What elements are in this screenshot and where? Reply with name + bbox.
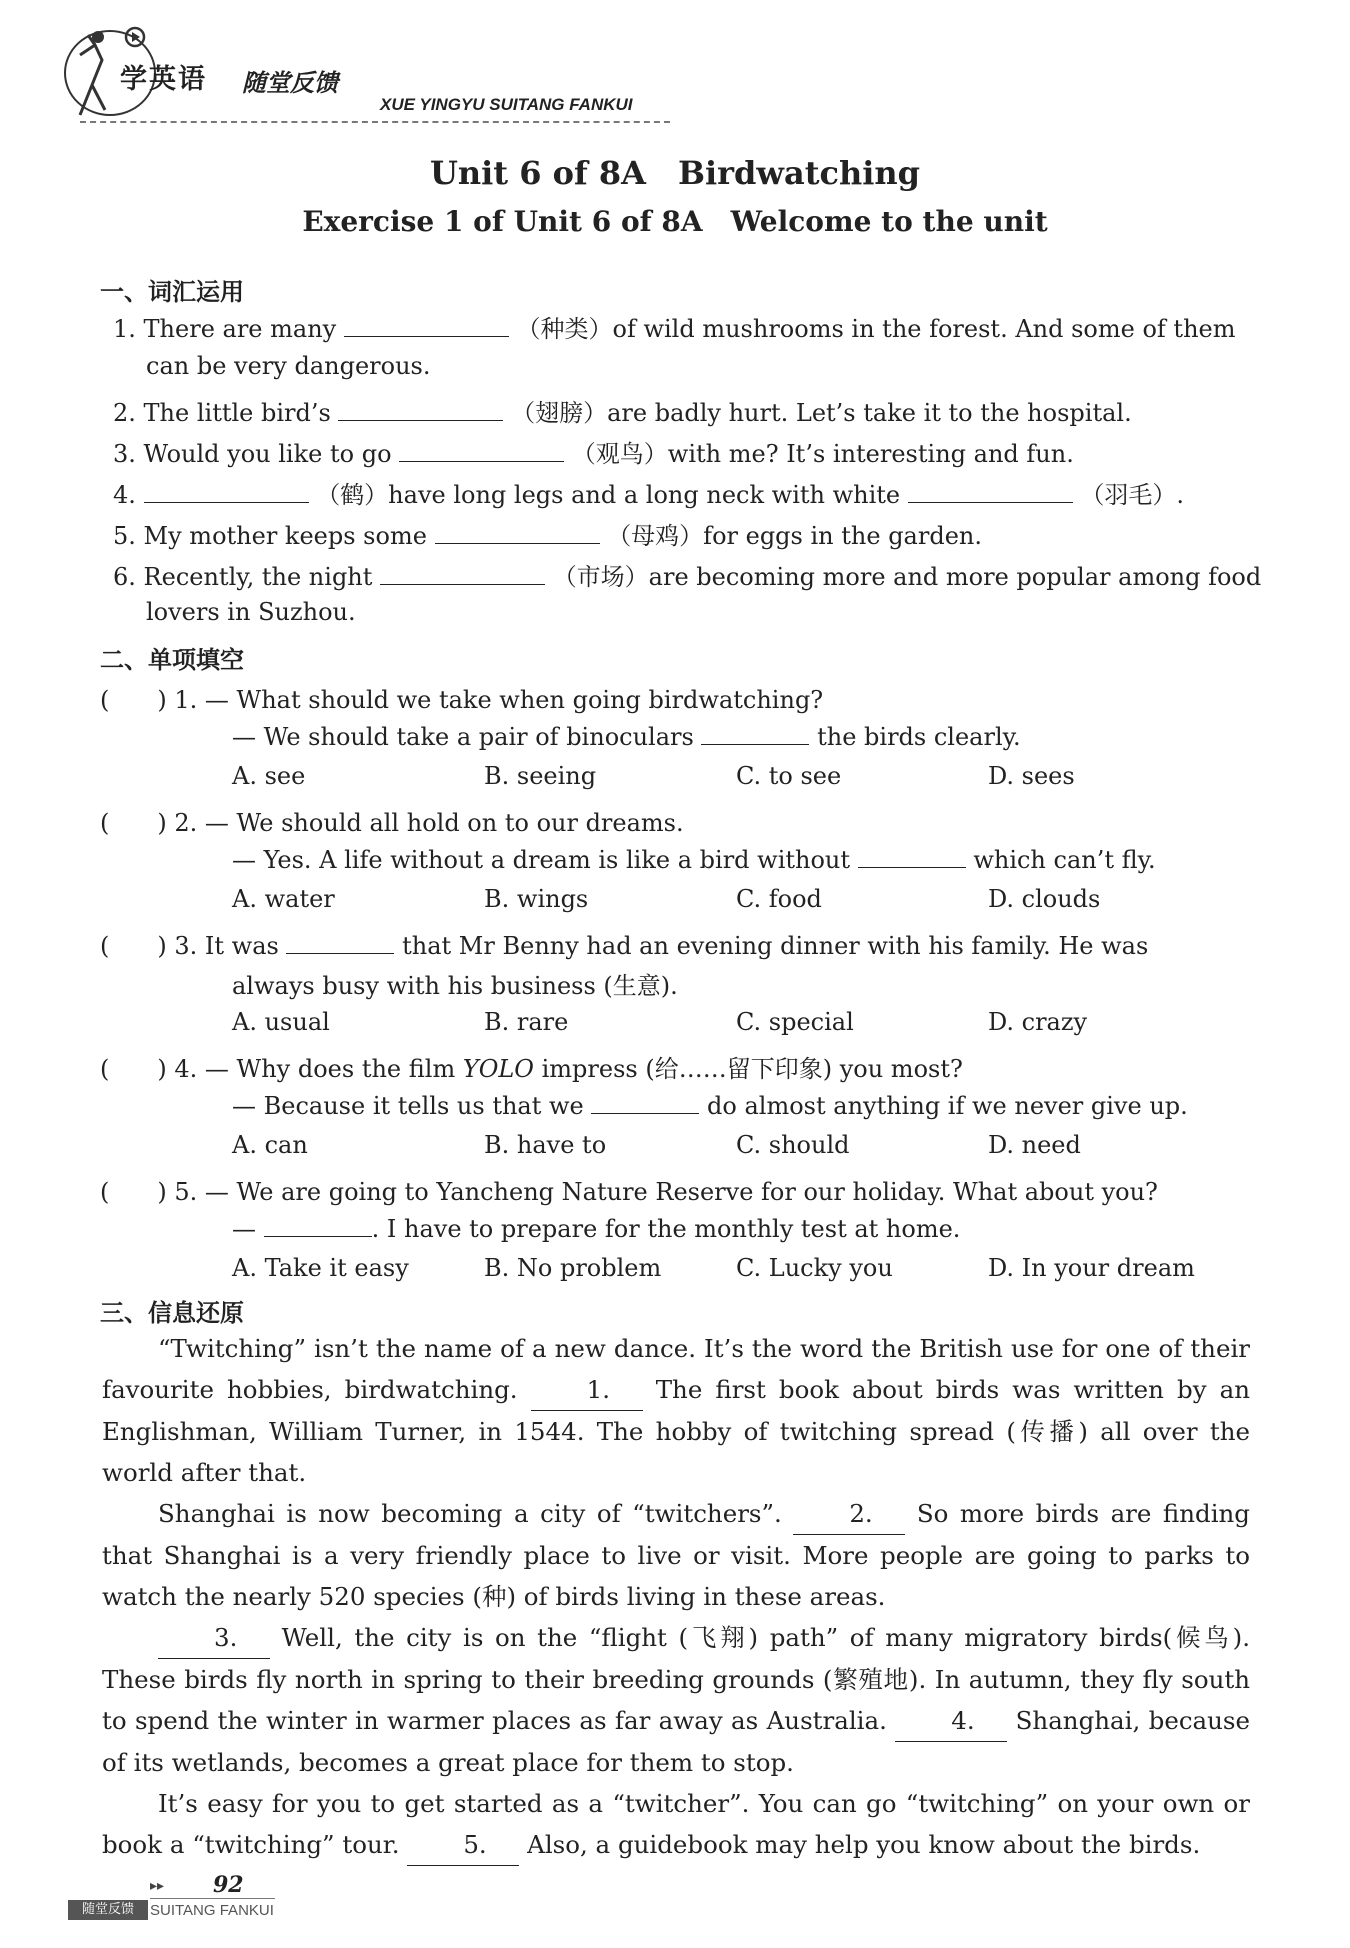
page-header: [20, 15, 660, 125]
answer-bracket[interactable]: ( ): [100, 809, 167, 837]
item-text: （鹤）have long legs and a long neck with white: [316, 481, 901, 509]
mc-question-3-line2: always busy with his business (生意).: [232, 972, 678, 1000]
mc-question-1: [100, 680, 823, 715]
item-number: 3.: [113, 440, 136, 468]
option-b[interactable]: B. rare: [484, 1008, 569, 1036]
mc-question-4: [100, 1049, 963, 1084]
item-text: （翅膀）are badly hurt. Let’s take it to the hospital.: [511, 399, 1132, 427]
answer-blank[interactable]: [380, 560, 545, 585]
section3-heading: 三、信息还原: [100, 1299, 244, 1327]
option-d[interactable]: D. In your dream: [988, 1254, 1195, 1282]
option-d[interactable]: D. sees: [988, 762, 1075, 790]
mc-question-5-line2: [232, 1212, 960, 1243]
answer-blank-4[interactable]: 4.: [895, 1700, 1007, 1742]
question-text: —: [232, 1215, 256, 1243]
passage-text: Well, the city is on the “flight (飞翔) path” of many migratory birds(候鸟). These birds fly north in spring to their breeding grounds (繁殖地). In autumn, they fly south to spend the winter in warmer places as far away as Australia.: [102, 1623, 1250, 1735]
option-a[interactable]: A. water: [232, 885, 335, 913]
option-c[interactable]: C. special: [736, 1008, 854, 1036]
question-text: — We should all hold on to our dreams.: [204, 809, 684, 837]
answer-blank[interactable]: [264, 1212, 372, 1237]
question-text: It was: [204, 932, 279, 960]
item-number: 2.: [113, 399, 136, 427]
mc-question-5: [100, 1172, 1158, 1207]
option-d[interactable]: D. need: [988, 1131, 1081, 1159]
answer-bracket[interactable]: ( ): [100, 1055, 167, 1083]
option-c[interactable]: C. to see: [736, 762, 842, 790]
header-divider: [80, 121, 670, 123]
vocab-item-6-cont: lovers in Suzhou.: [146, 598, 356, 626]
passage-text: Also, a guidebook may help you know about the birds.: [527, 1830, 1201, 1859]
item-number: 6.: [113, 563, 136, 591]
question-text: that Mr Benny had an evening dinner with his family. He was: [402, 932, 1149, 960]
exercise-title: Exercise 1 of Unit 6 of 8A Welcome to the unit: [302, 205, 1048, 238]
footer-pinyin: SUITANG FANKUI: [150, 1902, 274, 1919]
option-c[interactable]: C. should: [736, 1131, 850, 1159]
item-text: Would you like to go: [143, 440, 392, 468]
item-text: （母鸡）for eggs in the garden.: [607, 522, 982, 550]
item-text: There are many: [143, 315, 337, 343]
question-text: impress (给……留下印象) you most?: [541, 1055, 963, 1083]
question-text: — We should take a pair of binoculars: [232, 723, 694, 751]
passage-paragraph-3: [102, 1617, 1250, 1783]
section1-heading: 一、词汇运用: [100, 278, 244, 306]
passage-text: So more birds are finding that Shanghai is a very friendly place to live or visit. More people are going to parks to watch the nearly 520 species (种) of birds living in these areas.: [102, 1499, 1250, 1611]
item-text: Recently, the night: [143, 563, 373, 591]
item-number: 4.: [113, 481, 136, 509]
item-number: 1.: [113, 315, 136, 343]
option-a[interactable]: A. usual: [232, 1008, 330, 1036]
vocab-item-5: [113, 516, 982, 551]
vocab-item-4: [113, 475, 1184, 510]
page-number: 92: [213, 1872, 244, 1898]
answer-blank[interactable]: [591, 1089, 699, 1114]
answer-bracket[interactable]: ( ): [100, 932, 167, 960]
film-title: YOLO: [462, 1055, 534, 1083]
mc-question-2: [100, 803, 684, 838]
item-text: （种类）of wild mushrooms in the forest. And some of them: [516, 315, 1236, 343]
option-c[interactable]: C. Lucky you: [736, 1254, 893, 1282]
passage-text: The first book about birds was written by an Englishman, William Turner, in 1544. The hobby of twitching spread (传播) all over the world after that.: [102, 1375, 1250, 1487]
item-text: The little bird’s: [143, 399, 331, 427]
unit-title: Unit 6 of 8A Birdwatching: [429, 154, 921, 192]
item-text: （羽毛）.: [1080, 481, 1185, 509]
item-text: （观鸟）with me? It’s interesting and fun.: [571, 440, 1074, 468]
passage-text: Shanghai is now becoming a city of “twitchers”.: [158, 1499, 782, 1528]
answer-blank[interactable]: [908, 478, 1073, 503]
item-number: 5.: [113, 522, 136, 550]
option-b[interactable]: B. wings: [484, 885, 589, 913]
vocab-item-3: [113, 434, 1074, 469]
vocab-item-2: [113, 393, 1132, 428]
vocab-item-1: [113, 309, 1236, 344]
passage-paragraph-2: [102, 1493, 1250, 1617]
question-text: the birds clearly.: [817, 723, 1021, 751]
option-b[interactable]: B. No problem: [484, 1254, 662, 1282]
passage-paragraph-1: [102, 1328, 1250, 1493]
question-text: — We are going to Yancheng Nature Reserve for our holiday. What about you?: [204, 1178, 1158, 1206]
answer-blank[interactable]: [144, 478, 309, 503]
logo-chinese-subtitle: 随堂反馈: [242, 69, 338, 97]
section2-heading: 二、单项填空: [100, 646, 244, 674]
vocab-item-1-cont: can be very dangerous.: [146, 352, 431, 380]
footer-label: 随堂反馈: [68, 1900, 148, 1920]
reading-passage: [102, 1328, 1250, 1866]
option-a[interactable]: A. Take it easy: [232, 1254, 409, 1282]
answer-blank[interactable]: [435, 519, 600, 544]
answer-blank-2[interactable]: 2.: [793, 1493, 905, 1535]
answer-blank[interactable]: [338, 396, 503, 421]
logo-chinese-title: 学英语: [120, 64, 207, 95]
question-text: which can’t fly.: [973, 846, 1156, 874]
passage-text: It’s easy for you to get started as a “twitcher”. You can go “twitching” on your own or book a “twitching” tour.: [102, 1789, 1250, 1859]
option-d[interactable]: D. clouds: [988, 885, 1101, 913]
answer-blank[interactable]: [701, 720, 809, 745]
answer-blank[interactable]: [858, 843, 966, 868]
footer-divider: [150, 1898, 275, 1899]
vocab-item-6: [113, 557, 1261, 592]
option-c[interactable]: C. food: [736, 885, 822, 913]
option-b[interactable]: B. have to: [484, 1131, 607, 1159]
option-d[interactable]: D. crazy: [988, 1008, 1088, 1036]
question-text: — Why does the film: [204, 1055, 456, 1083]
logo-pinyin: XUE YINGYU SUITANG FANKUI: [380, 95, 633, 114]
question-number: 4.: [174, 1055, 198, 1083]
answer-blank-1[interactable]: 1.: [531, 1369, 643, 1411]
passage-text: Shanghai, because of its wetlands, becomes a great place for them to stop.: [102, 1706, 1251, 1777]
mc-question-1-line2: [232, 720, 1021, 751]
question-number: 5.: [174, 1178, 198, 1206]
mc-question-4-line2: [232, 1089, 1188, 1120]
question-number: 2.: [174, 809, 198, 837]
mc-question-2-line2: [232, 843, 1156, 874]
answer-blank-3[interactable]: 3.: [158, 1617, 270, 1659]
option-a[interactable]: A. see: [232, 762, 306, 790]
answer-bracket[interactable]: ( ): [100, 686, 167, 714]
answer-blank[interactable]: [344, 312, 509, 337]
question-number: 1.: [174, 686, 198, 714]
answer-blank[interactable]: [286, 929, 394, 954]
answer-blank[interactable]: [399, 437, 564, 462]
question-text: — Because it tells us that we: [232, 1092, 584, 1120]
passage-paragraph-4: [102, 1783, 1250, 1866]
passage-text: “Twitching” isn’t the name of a new dance. It’s the word the British use for one of their favourite hobbies, birdwatching.: [102, 1334, 1250, 1404]
page-arrow-icon: ▸▸: [150, 1878, 165, 1894]
item-text: My mother keeps some: [143, 522, 427, 550]
question-number: 3.: [174, 932, 198, 960]
option-a[interactable]: A. can: [232, 1131, 308, 1159]
answer-blank-5[interactable]: 5.: [407, 1824, 519, 1866]
mc-question-3: [100, 926, 1250, 961]
item-text: （市场）are becoming more and more popular among food: [552, 563, 1262, 591]
answer-bracket[interactable]: ( ): [100, 1178, 167, 1206]
question-text: — Yes. A life without a dream is like a bird without: [232, 846, 851, 874]
option-b[interactable]: B. seeing: [484, 762, 597, 790]
question-text: do almost anything if we never give up.: [707, 1092, 1188, 1120]
question-text: . I have to prepare for the monthly test at home.: [371, 1215, 961, 1243]
question-text: — What should we take when going birdwatching?: [204, 686, 824, 714]
